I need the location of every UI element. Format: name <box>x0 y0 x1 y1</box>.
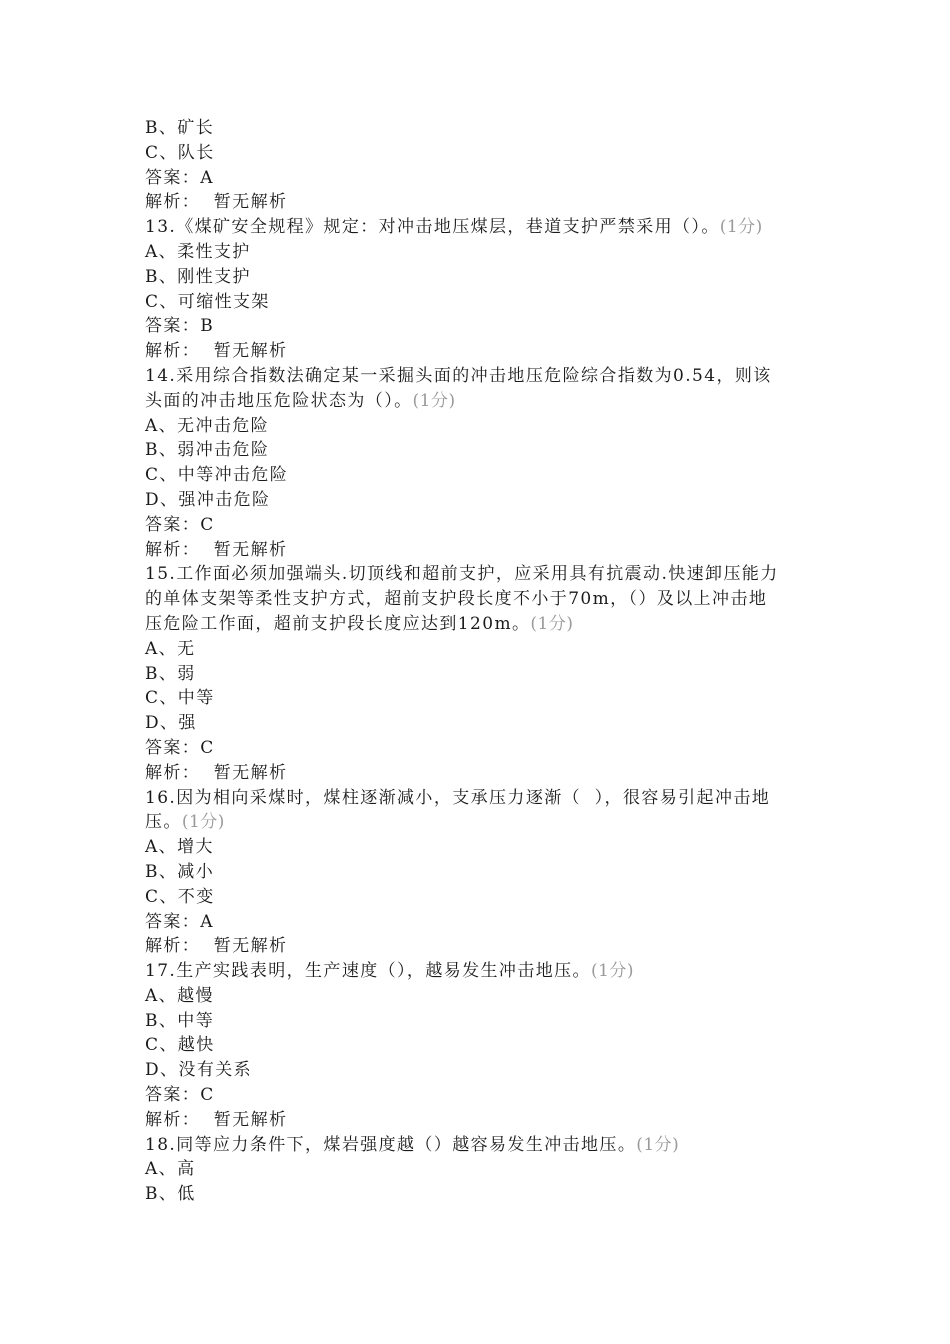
text-line <box>145 190 815 215</box>
line-text: D、强 <box>145 713 197 734</box>
document-content <box>145 116 815 1207</box>
line-text: 17.生产实践表明，生产速度（），越易发生冲击地压。 <box>145 961 591 982</box>
line-text: 头面的冲击地压危险状态为（）。 <box>145 390 413 411</box>
text-line <box>145 364 815 389</box>
line-text: 答案：A <box>145 167 214 188</box>
line-text: B、中等 <box>145 1010 215 1031</box>
line-text: 解析： 暂无解析 <box>145 539 288 560</box>
text-line <box>145 736 815 761</box>
text-line <box>145 1157 815 1182</box>
line-text: 解析： 暂无解析 <box>145 936 288 957</box>
line-text: 压。 <box>145 812 182 833</box>
score-label: (1分) <box>412 390 456 411</box>
line-text: D、没有关系 <box>145 1060 253 1081</box>
question-line <box>145 389 815 414</box>
line-text: A、柔性支护 <box>145 241 251 262</box>
score-label: (1分) <box>636 1134 680 1155</box>
line-text: B、弱冲击危险 <box>145 440 270 461</box>
question-line <box>145 959 815 984</box>
text-line <box>145 1033 815 1058</box>
text-line <box>145 686 815 711</box>
line-text: B、矿长 <box>145 118 215 138</box>
line-text: 14.采用综合指数法确定某一采掘头面的冲击地压危险综合指数为0.54，则该 <box>145 365 772 386</box>
text-line <box>145 538 815 563</box>
text-line <box>145 116 815 141</box>
text-line <box>145 414 815 439</box>
line-text: 解析： 暂无解析 <box>145 1109 288 1130</box>
text-line <box>145 587 815 612</box>
text-line <box>145 885 815 910</box>
text-line <box>145 662 815 687</box>
question-line <box>145 215 815 240</box>
line-text: 解析： 暂无解析 <box>145 341 288 362</box>
line-text: B、弱 <box>145 663 196 684</box>
line-text: 解析： 暂无解析 <box>145 762 288 783</box>
text-line <box>145 240 815 265</box>
line-text: 的单体支架等柔性支护方式，超前支护段长度不小于70m，（）及以上冲击地 <box>145 589 768 610</box>
text-line <box>145 761 815 786</box>
text-line <box>145 141 815 166</box>
line-text: B、低 <box>145 1184 196 1205</box>
line-text: C、可缩性支架 <box>145 291 270 312</box>
line-text: 答案：C <box>145 514 215 535</box>
score-label: (1分) <box>590 961 635 982</box>
text-line <box>145 339 815 364</box>
line-text: A、无 <box>145 638 196 659</box>
score-label: (1分) <box>530 613 574 634</box>
question-line <box>145 1133 815 1158</box>
line-text: 解析： 暂无解析 <box>145 192 288 213</box>
text-line <box>145 265 815 290</box>
line-text: 16.因为相向采煤时，煤柱逐渐减小，支承压力逐渐（ ），很容易引起冲击地 <box>145 787 771 808</box>
text-line <box>145 786 815 811</box>
line-text: C、中等 <box>145 688 215 709</box>
line-text: 13.《煤矿安全规程》规定：对冲击地压煤层，巷道支护严禁采用（）。 <box>145 217 720 238</box>
text-line <box>145 910 815 935</box>
text-line <box>145 438 815 463</box>
line-text: 15.工作面必须加强端头.切顶线和超前支护，应采用具有抗震动.快速卸压能力 <box>145 564 779 585</box>
line-text: A、越慢 <box>145 985 214 1006</box>
text-line <box>145 984 815 1009</box>
line-text: B、减小 <box>145 861 215 882</box>
question-line <box>145 810 815 835</box>
line-text: A、增大 <box>145 837 214 858</box>
line-text: A、无冲击危险 <box>145 415 270 436</box>
line-text: 压危险工作面，超前支护段长度应达到120m。 <box>145 613 531 634</box>
text-line <box>145 1009 815 1034</box>
line-text: 答案：C <box>145 737 215 758</box>
text-line <box>145 290 815 315</box>
text-line <box>145 314 815 339</box>
text-line <box>145 934 815 959</box>
line-text: A、高 <box>145 1159 196 1180</box>
line-text: C、队长 <box>145 142 215 163</box>
text-line <box>145 513 815 538</box>
question-line <box>145 612 815 637</box>
text-line <box>145 860 815 885</box>
text-line <box>145 1182 815 1207</box>
text-line <box>145 835 815 860</box>
text-line <box>145 1108 815 1133</box>
line-text: 答案：B <box>145 316 215 337</box>
text-line <box>145 1083 815 1108</box>
text-line <box>145 637 815 662</box>
line-text: C、不变 <box>145 886 215 907</box>
line-text: C、中等冲击危险 <box>145 465 289 486</box>
text-line <box>145 488 815 513</box>
line-text: C、越快 <box>145 1035 215 1056</box>
line-text: 18.同等应力条件下，煤岩强度越（）越容易发生冲击地压。 <box>145 1134 637 1155</box>
line-text: 答案：A <box>145 911 214 932</box>
line-text: B、刚性支护 <box>145 266 251 287</box>
line-text: D、强冲击危险 <box>145 489 271 510</box>
text-line <box>145 463 815 488</box>
score-label: (1分) <box>181 812 225 833</box>
line-text: 答案：C <box>145 1085 215 1106</box>
score-label: (1分) <box>719 217 763 238</box>
text-line <box>145 562 815 587</box>
text-line <box>145 711 815 736</box>
text-line <box>145 1058 815 1083</box>
text-line <box>145 166 815 191</box>
